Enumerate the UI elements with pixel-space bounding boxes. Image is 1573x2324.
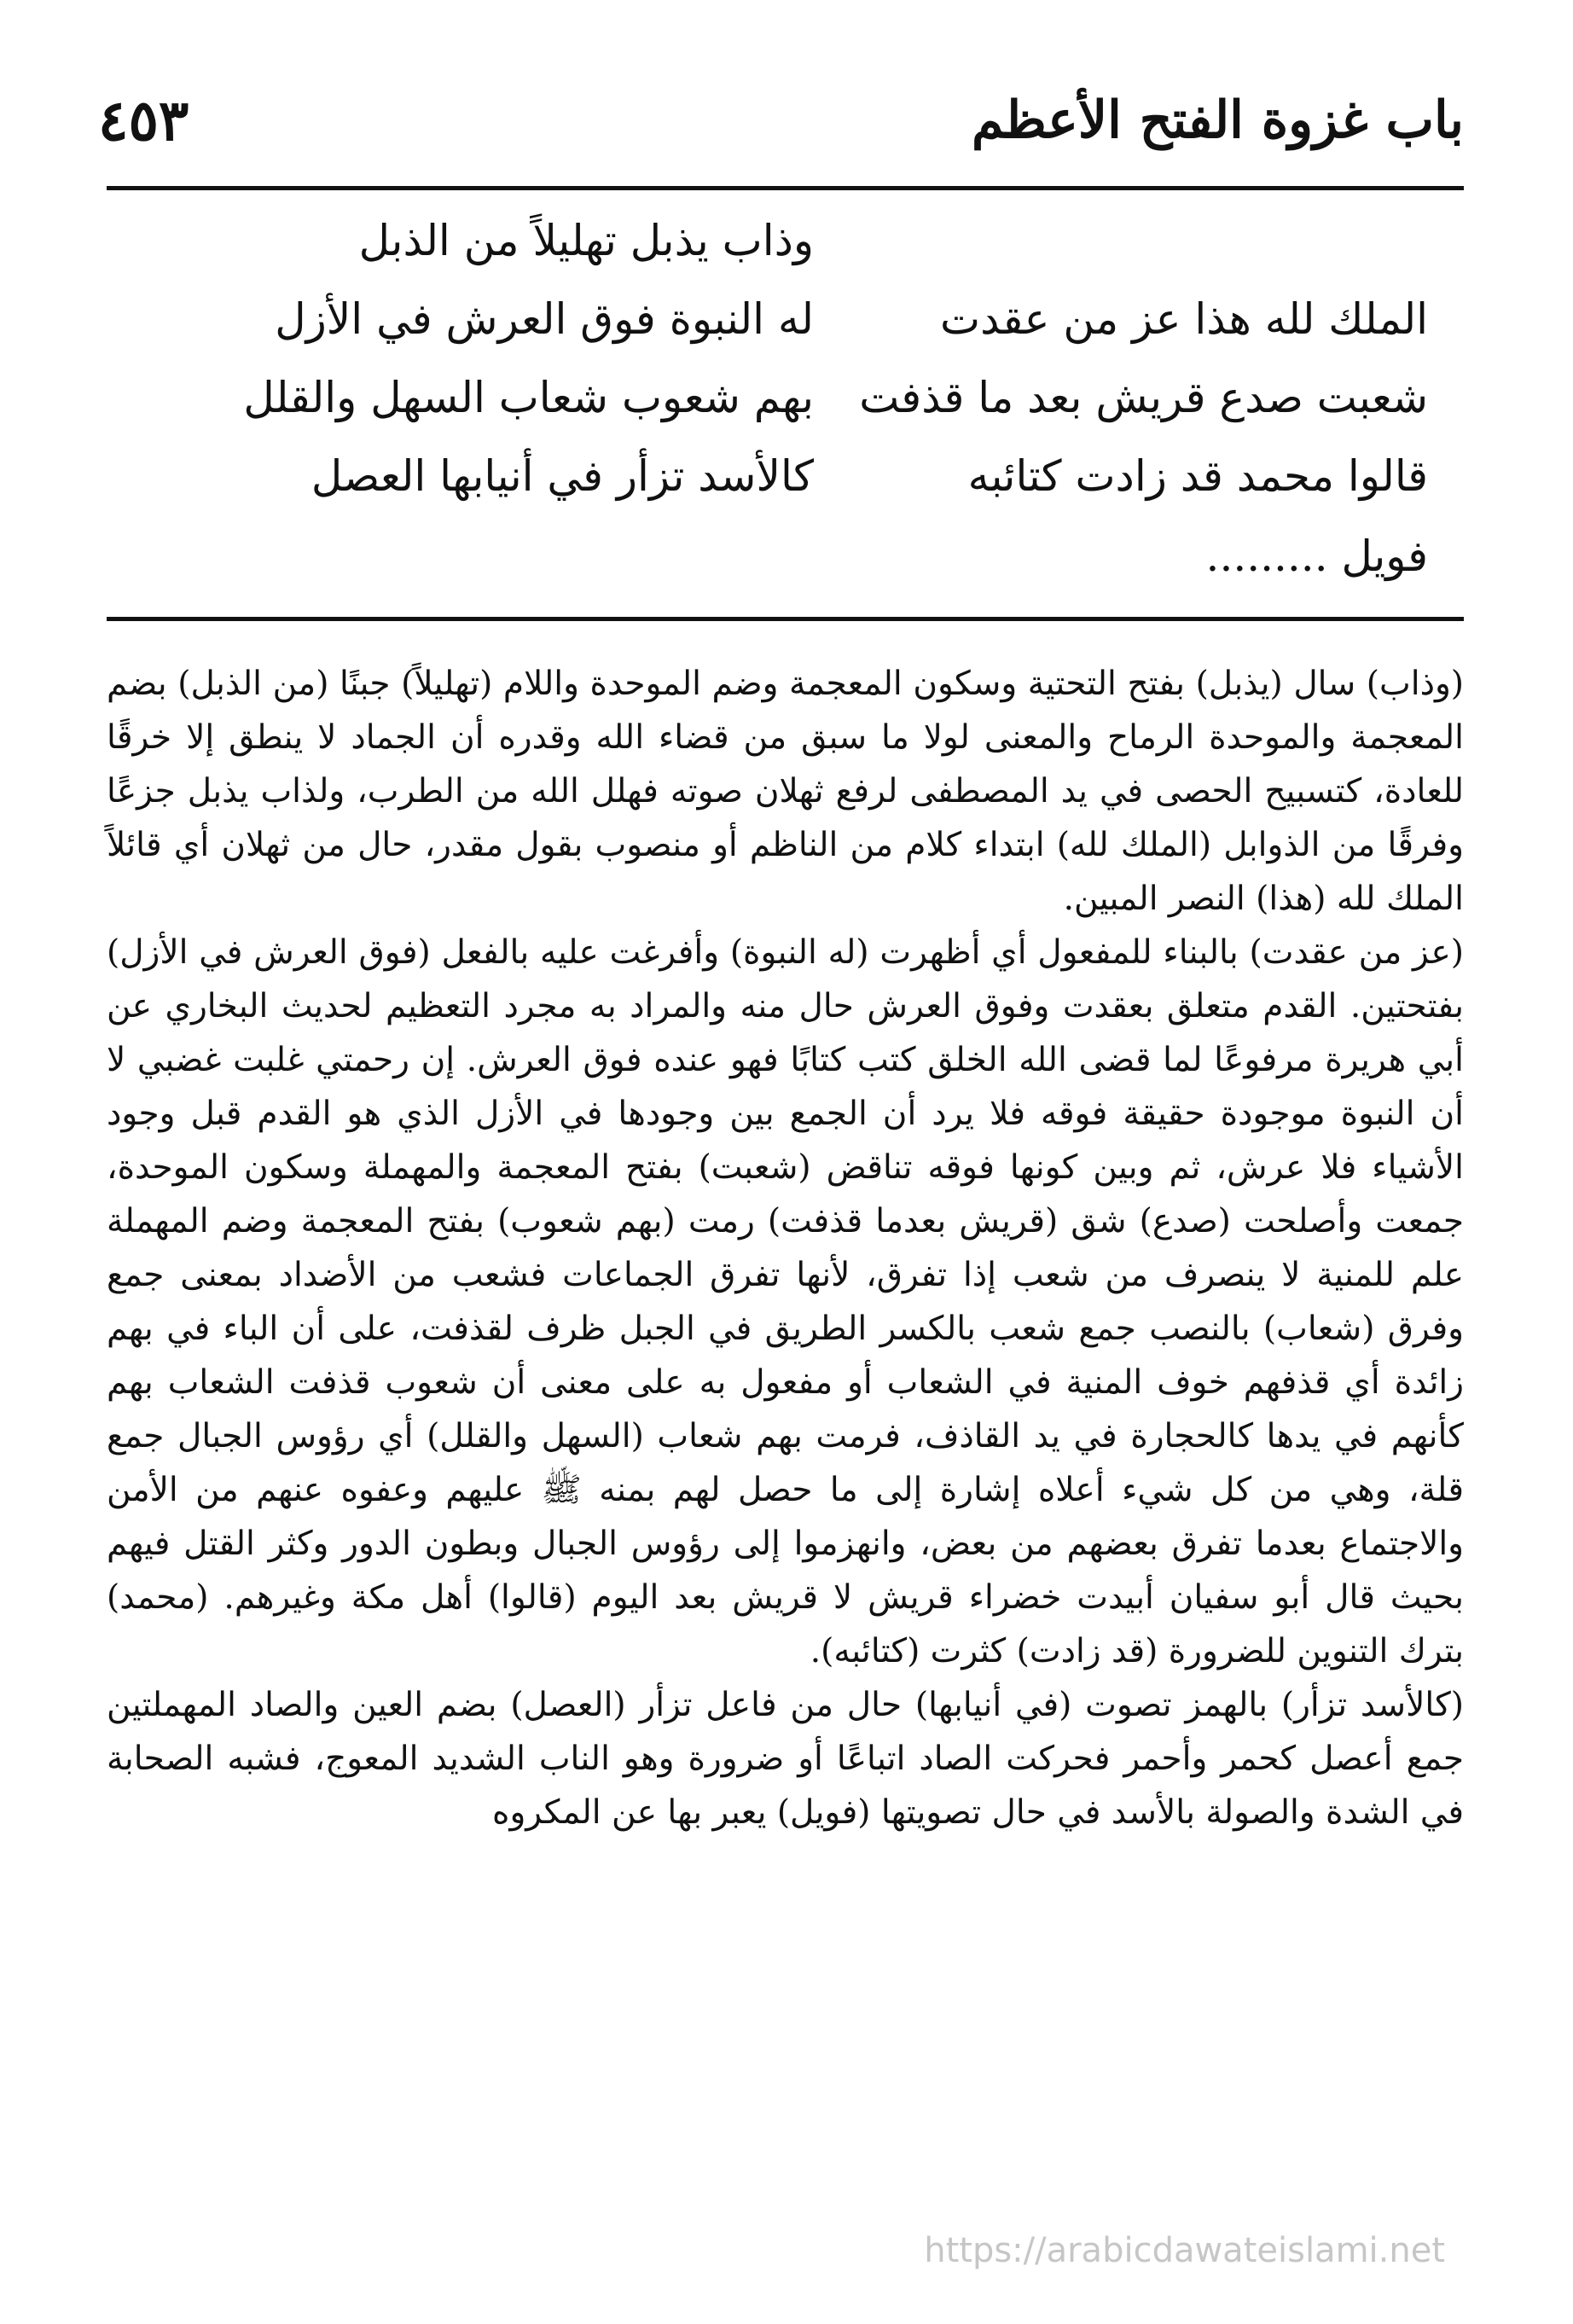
commentary-paragraph-1: (وذاب) سال (يذبل) بفتح التحتية وسكون المعجمة وضم الموحدة واللام (تهليلاً) جبنًا (من الذبل) بضم المعجمة والموحدة الرماح والمعنى لولا ما سبق من قضاء الله وقدره أن الجماد لا ينطق إلا خرقًا للعادة، كتسبيح الحصى في يد المصطفى لرفع ثهلان صوته فهلل الله من الطرب، ولذاب يذبل جزعًا وفرقًا من الذوابل (الملك لله) ابتداء كلام من الناظم أو منصوب بقول مقدر، حال من ثهلان أي قائلاً الملك لله (هذا) النصر المبين.: [107, 665, 1464, 918]
commentary-paragraph-3: (كالأسد تزأر) بالهمز تصوت (في أنيابها) حال من فاعل تزأر (العصل) بضم العين والصاد المهملتين جمع أعصل كحمر وأحمر فحركت الصاد اتباعًا أو ضرورة وهو الناب الشديد المعوج، فشبه الصحابة في الشدة والصولة بالأسد في حال تصويتها (فويل) يعبر بها عن المكروه: [107, 1686, 1464, 1832]
verse-line-3-right: شعبت صدع قريش بعد ما قذفت: [859, 373, 1428, 422]
verse-line-5: فويل .........: [1205, 532, 1428, 581]
verse-separator-rule: [107, 617, 1464, 621]
header-rule: [107, 186, 1464, 190]
commentary-paragraph-2: (عز من عقدت) بالبناء للمفعول أي أظهرت (له النبوة) وأفرغت عليه بالفعل (فوق العرش في الأزل) بفتحتين. القدم متعلق بعقدت وفوق العرش حال منه والمراد به مجرد التعظيم لحديث البخاري عن أبي هريرة مرفوعًا لما قضى الله الخلق كتب كتابًا فهو عنده فوق العرش. إن رحمتي غلبت غضبي لا أن النبوة موجودة حقيقة فوقه فلا يرد أن الجمع بين وجودها في الأزل الذي هو القدم قبل وجود الأشياء فلا عرش، ثم وبين كونها فوقه تناقض (شعبت) بفتح المعجمة والمهملة وسكون الموحدة، جمعت وأصلحت (صدع) شق (قريش بعدما قذفت) رمت (بهم شعوب) بفتح المعجمة وضم المهملة علم للمنية لا ينصرف من شعب إذا تفرق، لأنها تفرق الجماعات فشعب من الأضداد بمعنى جمع وفرق (شعاب) بالنصب جمع شعب بالكسر الطريق في الجبل ظرف لقذفت، على أن الباء في بهم زائدة أي قذفهم خوف المنية في الشعاب أو مفعول به على معنى أن شعوب قذفت الشعاب بهم كأنهم في يدها كالحجارة في يد القاذف، فرمت بهم شعاب (السهل والقلل) أي رؤوس الجبال جمع قلة، وهي من كل شيء أعلاه إشارة إلى ما حصل لهم بمنه ﷺ عليهم وعفوه عنهم من الأمن والاجتماع بعدما تفرق بعضهم من بعض، وانهزموا إلى رؤوس الجبال وبطون الدور وكثر القتل فيهم بحيث قال أبو سفيان أبيدت خضراء قريش لا قريش بعد اليوم (قالوا) أهل مكة وغيرهم. (محمد) بترك التنوين للضرورة (قد زادت) كثرت (كتائبه).: [107, 933, 1464, 1670]
page-number: ٤٥٣: [98, 87, 189, 154]
verse-block: [107, 205, 1428, 606]
verse-line-1-left: وذاب يذبل تهليلاً من الذبل: [358, 216, 814, 265]
verse-line-2-left: له النبوة فوق العرش في الأزل: [275, 294, 814, 344]
verse-line-4-left: كالأسد تزأر في أنيابها العصل: [311, 451, 814, 501]
running-title: باب غزوة الفتح الأعظم: [971, 90, 1464, 150]
page-header: [98, 82, 1464, 176]
verse-line-3-left: بهم شعوب شعاب السهل والقلل: [243, 373, 814, 422]
verse-line-2-right: الملك لله هذا عز من عقدت: [940, 294, 1428, 344]
watermark-url: https://arabicdawateislami.net: [924, 2231, 1445, 2270]
commentary-text: [107, 657, 1464, 1839]
verse-line-4-right: قالوا محمد قد زادت كتائبه: [967, 451, 1428, 501]
